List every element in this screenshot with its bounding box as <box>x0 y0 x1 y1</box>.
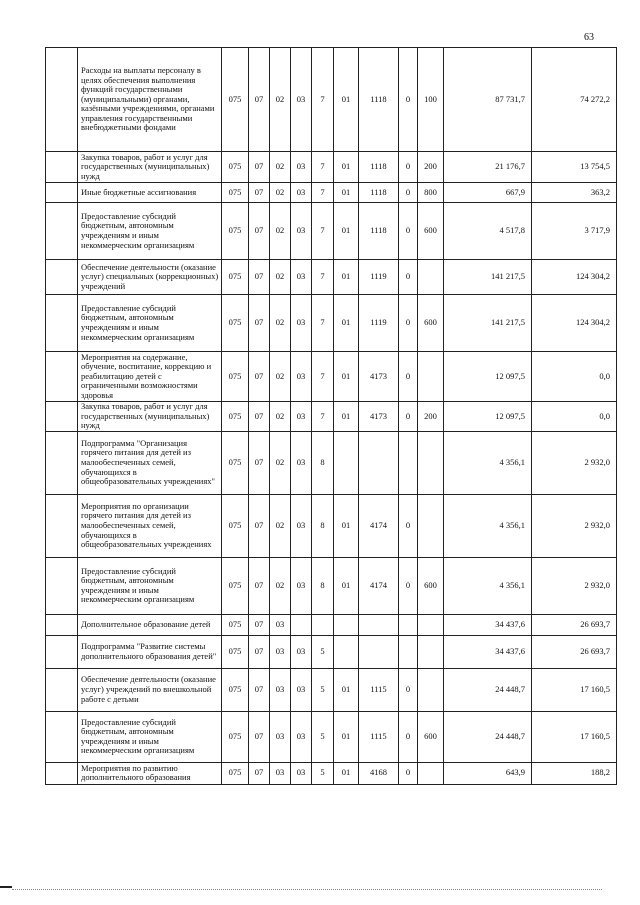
code-cell-c4: 03 <box>291 48 312 152</box>
code-cell-c1: 075 <box>222 295 249 352</box>
code-cell-c3: 03 <box>270 635 291 668</box>
code-cell-c7: 4174 <box>359 494 399 557</box>
code-cell-c5: 5 <box>312 635 334 668</box>
code-cell-c5: 7 <box>312 203 334 260</box>
amount-plan-cell: 141 217,5 <box>444 295 532 352</box>
code-cell-c7: 4168 <box>359 762 399 784</box>
row-number-cell <box>46 614 78 635</box>
code-cell-c9 <box>418 614 444 635</box>
code-cell-c7: 1118 <box>359 203 399 260</box>
code-cell-c3: 02 <box>270 203 291 260</box>
code-cell-c2: 07 <box>249 494 270 557</box>
item-name-cell: Закупка товаров, работ и услуг для государственных (муниципальных) нужд <box>78 402 222 432</box>
code-cell-c8: 0 <box>399 352 418 402</box>
item-name-cell: Подпрограмма "Организация горячего питания для детей из малообеспеченных семей, обучающихся в общеобразовательных учреждениях" <box>78 431 222 494</box>
code-cell-c2: 07 <box>249 614 270 635</box>
amount-executed-cell: 188,2 <box>532 762 617 784</box>
amount-plan-cell: 34 437,6 <box>444 635 532 668</box>
table-row <box>46 402 617 432</box>
code-cell-c6: 01 <box>334 295 359 352</box>
code-cell-c7 <box>359 614 399 635</box>
code-cell-c4: 03 <box>291 183 312 203</box>
code-cell-c5 <box>312 614 334 635</box>
code-cell-c9 <box>418 260 444 295</box>
item-name-cell: Мероприятия по организации горячего питания для детей из малообеспеченных семей, обучающихся в общеобразовательных учреждениях <box>78 494 222 557</box>
item-name-cell: Иные бюджетные ассигнования <box>78 183 222 203</box>
code-cell-c7 <box>359 635 399 668</box>
row-number-cell <box>46 668 78 711</box>
code-cell-c3: 02 <box>270 183 291 203</box>
code-cell-c5: 8 <box>312 494 334 557</box>
code-cell-c6 <box>334 614 359 635</box>
code-cell-c1: 075 <box>222 635 249 668</box>
code-cell-c4: 03 <box>291 762 312 784</box>
code-cell-c8: 0 <box>399 183 418 203</box>
row-number-cell <box>46 152 78 183</box>
amount-executed-cell: 17 160,5 <box>532 668 617 711</box>
code-cell-c3: 02 <box>270 260 291 295</box>
code-cell-c5: 7 <box>312 260 334 295</box>
code-cell-c1: 075 <box>222 352 249 402</box>
row-number-cell <box>46 557 78 614</box>
code-cell-c7: 1118 <box>359 152 399 183</box>
code-cell-c5: 5 <box>312 668 334 711</box>
amount-plan-cell: 21 176,7 <box>444 152 532 183</box>
table-row <box>46 762 617 784</box>
code-cell-c9: 200 <box>418 402 444 432</box>
code-cell-c6: 01 <box>334 260 359 295</box>
amount-plan-cell: 12 097,5 <box>444 352 532 402</box>
scan-bottom-line <box>12 889 602 890</box>
table-row <box>46 152 617 183</box>
item-name-cell: Мероприятия по развитию дополнительного образования <box>78 762 222 784</box>
code-cell-c9: 200 <box>418 152 444 183</box>
code-cell-c6: 01 <box>334 352 359 402</box>
code-cell-c2: 07 <box>249 203 270 260</box>
row-number-cell <box>46 711 78 762</box>
code-cell-c4: 03 <box>291 260 312 295</box>
code-cell-c6: 01 <box>334 762 359 784</box>
table-row <box>46 352 617 402</box>
code-cell-c5: 7 <box>312 402 334 432</box>
code-cell-c8: 0 <box>399 557 418 614</box>
code-cell-c6: 01 <box>334 203 359 260</box>
code-cell-c9 <box>418 668 444 711</box>
code-cell-c8 <box>399 614 418 635</box>
code-cell-c9 <box>418 635 444 668</box>
code-cell-c3: 02 <box>270 152 291 183</box>
code-cell-c4: 03 <box>291 431 312 494</box>
code-cell-c2: 07 <box>249 557 270 614</box>
code-cell-c4: 03 <box>291 557 312 614</box>
item-name-cell: Предоставление субсидий бюджетным, автономным учреждениям и иным некоммерческим организациям <box>78 295 222 352</box>
code-cell-c3: 03 <box>270 614 291 635</box>
amount-executed-cell: 363,2 <box>532 183 617 203</box>
code-cell-c3: 02 <box>270 48 291 152</box>
item-name-cell: Предоставление субсидий бюджетным, автономным учреждениям и иным некоммерческим организациям <box>78 711 222 762</box>
code-cell-c9: 600 <box>418 711 444 762</box>
code-cell-c3: 02 <box>270 557 291 614</box>
code-cell-c4: 03 <box>291 635 312 668</box>
code-cell-c8: 0 <box>399 203 418 260</box>
item-name-cell: Подпрограмма "Развитие системы дополнительного образования детей" <box>78 635 222 668</box>
code-cell-c9 <box>418 762 444 784</box>
code-cell-c3: 02 <box>270 431 291 494</box>
code-cell-c6: 01 <box>334 494 359 557</box>
code-cell-c2: 07 <box>249 402 270 432</box>
code-cell-c6: 01 <box>334 152 359 183</box>
code-cell-c8: 0 <box>399 260 418 295</box>
row-number-cell <box>46 402 78 432</box>
code-cell-c1: 075 <box>222 48 249 152</box>
code-cell-c2: 07 <box>249 295 270 352</box>
code-cell-c7: 4173 <box>359 352 399 402</box>
amount-executed-cell: 17 160,5 <box>532 711 617 762</box>
code-cell-c1: 075 <box>222 614 249 635</box>
amount-plan-cell: 4 356,1 <box>444 557 532 614</box>
code-cell-c7: 1115 <box>359 711 399 762</box>
item-name-cell: Обеспечение деятельности (оказание услуг) учреждений по внешкольной работе с детьми <box>78 668 222 711</box>
code-cell-c8 <box>399 635 418 668</box>
code-cell-c1: 075 <box>222 557 249 614</box>
amount-plan-cell: 141 217,5 <box>444 260 532 295</box>
code-cell-c4: 03 <box>291 295 312 352</box>
amount-plan-cell: 667,9 <box>444 183 532 203</box>
code-cell-c7: 4174 <box>359 557 399 614</box>
code-cell-c4: 03 <box>291 711 312 762</box>
amount-executed-cell: 74 272,2 <box>532 48 617 152</box>
code-cell-c8: 0 <box>399 668 418 711</box>
row-number-cell <box>46 352 78 402</box>
code-cell-c6 <box>334 635 359 668</box>
amount-plan-cell: 4 356,1 <box>444 431 532 494</box>
code-cell-c5: 7 <box>312 48 334 152</box>
item-name-cell: Закупка товаров, работ и услуг для государственных (муниципальных) нужд <box>78 152 222 183</box>
code-cell-c2: 07 <box>249 152 270 183</box>
amount-plan-cell: 12 097,5 <box>444 402 532 432</box>
row-number-cell <box>46 295 78 352</box>
code-cell-c8: 0 <box>399 711 418 762</box>
code-cell-c9 <box>418 431 444 494</box>
row-number-cell <box>46 494 78 557</box>
table-row <box>46 183 617 203</box>
code-cell-c8: 0 <box>399 762 418 784</box>
amount-executed-cell: 0,0 <box>532 352 617 402</box>
row-number-cell <box>46 203 78 260</box>
amount-executed-cell: 2 932,0 <box>532 494 617 557</box>
code-cell-c3: 03 <box>270 762 291 784</box>
code-cell-c1: 075 <box>222 431 249 494</box>
code-cell-c1: 075 <box>222 152 249 183</box>
code-cell-c5: 8 <box>312 431 334 494</box>
budget-table <box>45 47 617 785</box>
code-cell-c2: 07 <box>249 48 270 152</box>
code-cell-c8 <box>399 431 418 494</box>
table-row <box>46 614 617 635</box>
code-cell-c2: 07 <box>249 635 270 668</box>
code-cell-c9 <box>418 494 444 557</box>
code-cell-c8: 0 <box>399 402 418 432</box>
code-cell-c3: 03 <box>270 711 291 762</box>
code-cell-c5: 7 <box>312 183 334 203</box>
item-name-cell: Дополнительное образование детей <box>78 614 222 635</box>
code-cell-c2: 07 <box>249 260 270 295</box>
amount-plan-cell: 87 731,7 <box>444 48 532 152</box>
table-row <box>46 203 617 260</box>
row-number-cell <box>46 762 78 784</box>
item-name-cell: Расходы на выплаты персоналу в целях обеспечения выполнения функций государственными (муниципальными) органами, казёнными учреждениями, органами управления государственными внебюджетными фондами <box>78 48 222 152</box>
table-row <box>46 260 617 295</box>
code-cell-c1: 075 <box>222 711 249 762</box>
table-row <box>46 668 617 711</box>
code-cell-c6: 01 <box>334 48 359 152</box>
amount-executed-cell: 3 717,9 <box>532 203 617 260</box>
amount-executed-cell: 124 304,2 <box>532 295 617 352</box>
code-cell-c7: 1118 <box>359 183 399 203</box>
code-cell-c4: 03 <box>291 152 312 183</box>
code-cell-c9: 800 <box>418 183 444 203</box>
table-row <box>46 431 617 494</box>
code-cell-c4: 03 <box>291 352 312 402</box>
table-row <box>46 494 617 557</box>
table-row <box>46 635 617 668</box>
code-cell-c5: 7 <box>312 295 334 352</box>
scan-edge-mark <box>0 886 12 888</box>
code-cell-c5: 5 <box>312 711 334 762</box>
code-cell-c7: 1119 <box>359 260 399 295</box>
code-cell-c8: 0 <box>399 152 418 183</box>
amount-executed-cell: 2 932,0 <box>532 557 617 614</box>
table-row <box>46 557 617 614</box>
code-cell-c9: 100 <box>418 48 444 152</box>
code-cell-c2: 07 <box>249 352 270 402</box>
code-cell-c5: 7 <box>312 352 334 402</box>
amount-plan-cell: 4 356,1 <box>444 494 532 557</box>
code-cell-c4: 03 <box>291 402 312 432</box>
code-cell-c8: 0 <box>399 494 418 557</box>
code-cell-c7: 1118 <box>359 48 399 152</box>
amount-plan-cell: 4 517,8 <box>444 203 532 260</box>
code-cell-c8: 0 <box>399 295 418 352</box>
item-name-cell: Обеспечение деятельности (оказание услуг) специальных (коррекционных) учреждений <box>78 260 222 295</box>
amount-executed-cell: 124 304,2 <box>532 260 617 295</box>
amount-executed-cell: 26 693,7 <box>532 635 617 668</box>
code-cell-c1: 075 <box>222 668 249 711</box>
code-cell-c6 <box>334 431 359 494</box>
code-cell-c2: 07 <box>249 762 270 784</box>
code-cell-c2: 07 <box>249 183 270 203</box>
code-cell-c3: 03 <box>270 668 291 711</box>
code-cell-c1: 075 <box>222 494 249 557</box>
code-cell-c1: 075 <box>222 762 249 784</box>
row-number-cell <box>46 635 78 668</box>
amount-plan-cell: 34 437,6 <box>444 614 532 635</box>
table-row <box>46 48 617 152</box>
row-number-cell <box>46 48 78 152</box>
amount-plan-cell: 24 448,7 <box>444 668 532 711</box>
item-name-cell: Предоставление субсидий бюджетным, автономным учреждениям и иным некоммерческим организациям <box>78 203 222 260</box>
amount-executed-cell: 2 932,0 <box>532 431 617 494</box>
code-cell-c6: 01 <box>334 711 359 762</box>
code-cell-c4: 03 <box>291 494 312 557</box>
code-cell-c3: 02 <box>270 494 291 557</box>
code-cell-c3: 02 <box>270 352 291 402</box>
code-cell-c1: 075 <box>222 183 249 203</box>
code-cell-c6: 01 <box>334 668 359 711</box>
code-cell-c3: 02 <box>270 402 291 432</box>
code-cell-c6: 01 <box>334 557 359 614</box>
code-cell-c2: 07 <box>249 711 270 762</box>
row-number-cell <box>46 183 78 203</box>
amount-executed-cell: 0,0 <box>532 402 617 432</box>
amount-plan-cell: 24 448,7 <box>444 711 532 762</box>
row-number-cell <box>46 431 78 494</box>
code-cell-c4 <box>291 614 312 635</box>
code-cell-c2: 07 <box>249 431 270 494</box>
code-cell-c6: 01 <box>334 402 359 432</box>
code-cell-c4: 03 <box>291 668 312 711</box>
code-cell-c2: 07 <box>249 668 270 711</box>
code-cell-c7: 1115 <box>359 668 399 711</box>
code-cell-c9: 600 <box>418 203 444 260</box>
code-cell-c9: 600 <box>418 295 444 352</box>
code-cell-c7: 1119 <box>359 295 399 352</box>
code-cell-c5: 7 <box>312 152 334 183</box>
row-number-cell <box>46 260 78 295</box>
code-cell-c7: 4173 <box>359 402 399 432</box>
amount-plan-cell: 643,9 <box>444 762 532 784</box>
code-cell-c9: 600 <box>418 557 444 614</box>
code-cell-c1: 075 <box>222 402 249 432</box>
page-number: 63 <box>584 32 594 43</box>
code-cell-c5: 8 <box>312 557 334 614</box>
item-name-cell: Мероприятия на содержание, обучение, воспитание, коррекцию и реабилитацию детей с ограниченными возможностями здоровья <box>78 352 222 402</box>
code-cell-c5: 5 <box>312 762 334 784</box>
code-cell-c9 <box>418 352 444 402</box>
table-row <box>46 711 617 762</box>
code-cell-c1: 075 <box>222 203 249 260</box>
item-name-cell: Предоставление субсидий бюджетным, автономным учреждениям и иным некоммерческим организациям <box>78 557 222 614</box>
code-cell-c1: 075 <box>222 260 249 295</box>
code-cell-c7 <box>359 431 399 494</box>
amount-executed-cell: 26 693,7 <box>532 614 617 635</box>
code-cell-c3: 02 <box>270 295 291 352</box>
code-cell-c8: 0 <box>399 48 418 152</box>
table-row <box>46 295 617 352</box>
amount-executed-cell: 13 754,5 <box>532 152 617 183</box>
code-cell-c4: 03 <box>291 203 312 260</box>
code-cell-c6: 01 <box>334 183 359 203</box>
